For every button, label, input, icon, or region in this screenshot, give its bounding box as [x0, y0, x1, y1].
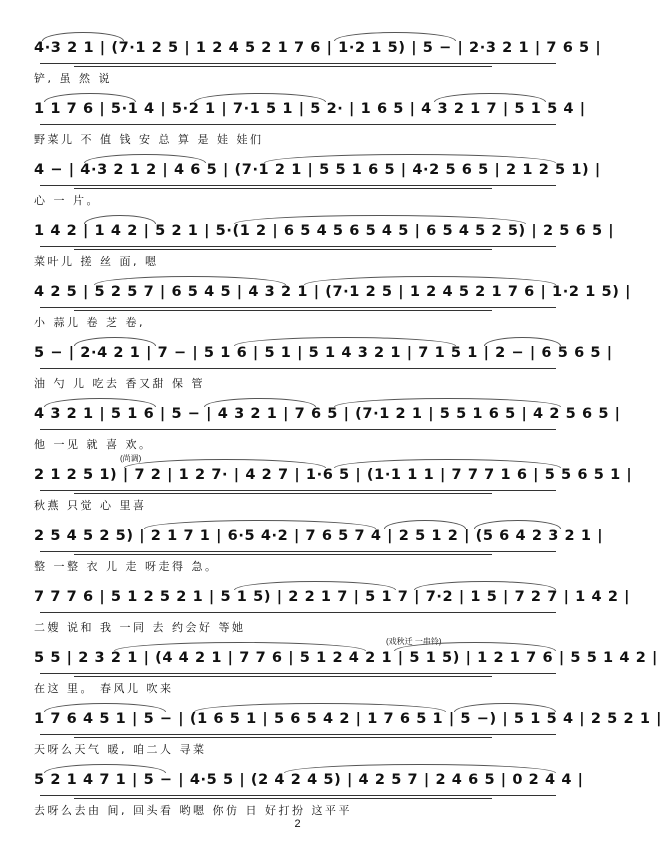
lyrics-line: 二嫂 说和 我 一同 去 约会好 等她	[34, 621, 246, 634]
underline-beam	[40, 246, 556, 247]
underline-beam	[74, 737, 492, 738]
underline-beam	[74, 676, 492, 677]
notes-line: 4 2 5 | 5 2 5 7 | 6 5 4 5 | 4 3 2 1 | (7·1 2 5 | 1 2 4 5 2 1 7 6 | 1·2 1 5) |	[34, 284, 631, 300]
score-system-8	[34, 453, 633, 515]
score-system-13	[34, 758, 584, 820]
score-system-7	[34, 392, 621, 454]
underline-beam	[74, 66, 492, 67]
lyrics-line: 油 勺 儿 吃去 香又甜 保 管	[34, 377, 205, 390]
score-system-2	[34, 87, 586, 149]
notes-line: 5 − | 2·4 2 1 | 7 − | 5 1 6 | 5 1 | 5 1 4 3 2 1 | 7 1 5 1 | 2 − | 6 5 6 5 |	[34, 345, 613, 361]
underline-beam	[40, 429, 556, 430]
score-system-6	[34, 331, 613, 393]
underline-beam	[40, 673, 556, 674]
lyrics-line: 天呀么天气 暖, 咱二人 寻菜	[34, 743, 207, 756]
notes-line: 5 5 | 2 3 2 1 | (4 4 2 1 | 7 7 6 | 5 1 2 4 2 1 | 5 1 5) | 1 2 1 7 6 | 5 5 1 4 2 |	[34, 650, 658, 666]
notes-line: 2 5 4 5 2 5) | 2 1 7 1 | 6·5 4·2 | 7 6 5 7 4 | 2 5 1 2 | (5 6 4 2 3 2 1 |	[34, 528, 604, 544]
underline-beam	[40, 795, 556, 796]
underline-beam	[74, 798, 492, 799]
score-system-3	[34, 148, 601, 210]
underline-beam	[40, 63, 556, 64]
score-system-10	[34, 575, 631, 637]
lyrics-line: 铲, 虽 然 说	[34, 72, 112, 85]
lyrics-line: 整 一整 衣 儿 走 呀走得 急。	[34, 560, 219, 573]
underline-beam	[40, 307, 556, 308]
underline-beam	[74, 188, 492, 189]
lyrics-line: 心 一 片。	[34, 194, 100, 207]
underline-beam	[74, 249, 492, 250]
lyrics-line: 去呀么去由 间, 回头看 哟嗯 你仿 日 好打扮 这平平	[34, 804, 352, 817]
underline-beam	[40, 490, 556, 491]
score-system-12	[34, 697, 662, 759]
score-system-9	[34, 514, 604, 576]
lyrics-line: 在这 里。 春风儿 吹来	[34, 682, 174, 695]
notes-line: 1 4 2 | 1 4 2 | 5 2 1 | 5·(1 2 | 6 5 4 5 6 5 4 5 | 6 5 4 5 2 5) | 2 5 6 5 |	[34, 223, 615, 239]
notes-line: 4 3 2 1 | 5 1 6 | 5 − | 4 3 2 1 | 7 6 5 | (7·1 2 1 | 5 5 1 6 5 | 4 2 5 6 5 |	[34, 406, 621, 422]
section-annotation: (戏秋迁 一串铃)	[386, 637, 442, 646]
score-system-11	[34, 636, 658, 698]
score-system-1	[34, 26, 602, 88]
underline-beam	[74, 554, 492, 555]
notes-line: 5 2 1 4 7 1 | 5 − | 4·5 5 | (2 4 2 4 5) | 4 2 5 7 | 2 4 6 5 | 0 2 4 4 |	[34, 772, 584, 788]
score-system-4	[34, 209, 615, 271]
page-number: 2	[294, 818, 301, 830]
underline-beam	[40, 368, 556, 369]
lyrics-line: 野菜儿 不 值 钱 安 总 算 是 娃 娃们	[34, 133, 264, 146]
underline-beam	[74, 310, 492, 311]
lyrics-line: 秋燕 只觉 心 里喜	[34, 499, 147, 512]
underline-beam	[40, 124, 556, 125]
lyrics-line: 他 一见 就 喜 欢。	[34, 438, 153, 451]
underline-beam	[40, 185, 556, 186]
notes-line: 4 − | 4·3 2 1 2 | 4 6 5 | (7·1 2 1 | 5 5 1 6 5 | 4·2 5 6 5 | 2 1 2 5 1) |	[34, 162, 601, 178]
underline-beam	[40, 551, 556, 552]
notes-line: 2 1 2 5 1) | 7 2 | 1 2 7· | 4 2 7 | 1·6 5 | (1·1 1 1 | 7 7 7 1 6 | 5 5 6 5 1 |	[34, 467, 633, 483]
notes-line: 1 7 6 4 5 1 | 5 − | (1 6 5 1 | 5 6 5 4 2 | 1 7 6 5 1 | 5 −) | 5 1 5 4 | 2 5 2 1 |	[34, 711, 662, 727]
underline-beam	[40, 612, 556, 613]
lyrics-line: 小 蒜儿 卷 芝 卷,	[34, 316, 145, 329]
underline-beam	[40, 734, 556, 735]
notes-line: 7 7 7 6 | 5 1 2 5 2 1 | 5 1 5) | 2 2 1 7 | 5 1 7 | 7·2 | 1 5 | 7 2 7 | 1 4 2 |	[34, 589, 631, 605]
underline-beam	[74, 493, 492, 494]
notes-line: 1 1 7 6 | 5·1 4 | 5·2 1 | 7·1 5 1 | 5 2· | 1 6 5 | 4 3 2 1 7 | 5 1 5 4 |	[34, 101, 586, 117]
score-system-5	[34, 270, 631, 332]
lyrics-line: 菜叶儿 搓 丝 面, 嗯	[34, 255, 159, 268]
section-annotation: (尚调)	[120, 454, 142, 463]
notes-line: 4·3 2 1 | (7·1 2 5 | 1 2 4 5 2 1 7 6 | 1·2 1 5) | 5 − | 2·3 2 1 | 7 6 5 |	[34, 40, 602, 56]
